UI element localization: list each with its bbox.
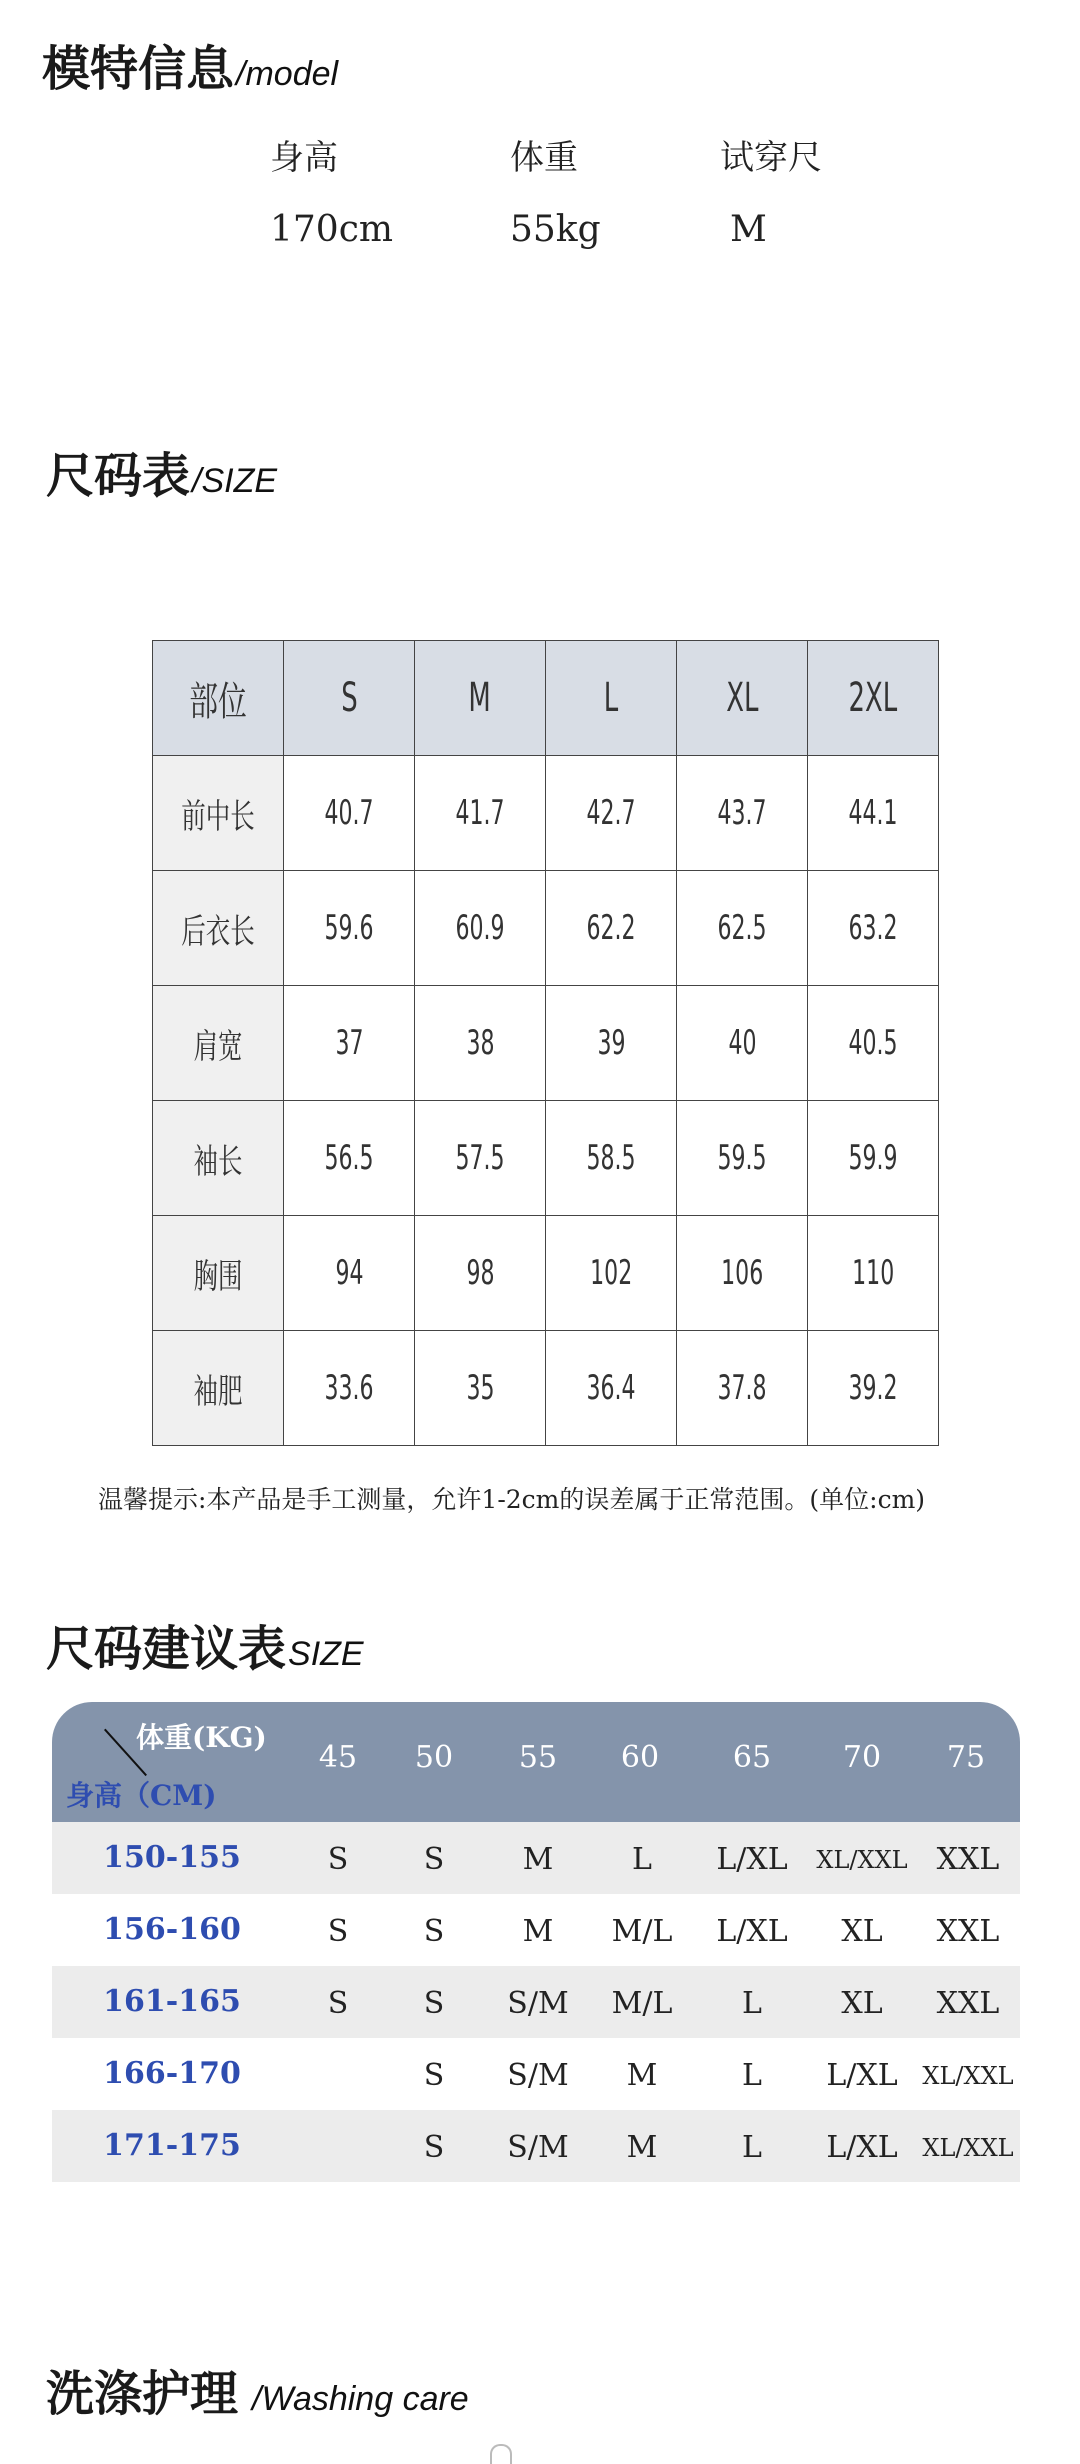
- table-cell: 37.8: [677, 1331, 808, 1446]
- table-row: [153, 756, 939, 871]
- weight-col: 65: [732, 1740, 772, 1775]
- table-cell: 37: [284, 986, 415, 1101]
- size-heading-zh: 尺码表: [46, 448, 191, 504]
- model-label-size: 试穿尺: [720, 138, 822, 178]
- size-table: [152, 640, 939, 1446]
- suggestion-row: [52, 1822, 1020, 1894]
- height-axis-label: 身高（CM): [66, 1779, 217, 1812]
- size-cell: XXL: [936, 1842, 1000, 1877]
- size-cell: XL/XXL: [922, 2062, 1014, 2090]
- suggestion-row: [52, 1966, 1020, 2038]
- wash-heading-en: /Washing care: [252, 2380, 469, 2418]
- size-cell: S/M: [507, 1986, 569, 2021]
- row-label: 袖长: [153, 1101, 284, 1216]
- table-cell: 110: [808, 1216, 939, 1331]
- table-row: [153, 986, 939, 1101]
- size-cell: M: [626, 2130, 658, 2165]
- height-range: 150-155: [103, 1840, 241, 1875]
- size-cell: M: [626, 2058, 658, 2093]
- size-cell: S/M: [507, 2130, 569, 2165]
- size-suggestion-table: [52, 1702, 1020, 2182]
- size-cell: S: [423, 2058, 445, 2093]
- table-cell: 40.5: [808, 986, 939, 1101]
- weight-col: 75: [946, 1740, 986, 1775]
- row-label: 肩宽: [153, 986, 284, 1101]
- row-label: 袖肥: [153, 1331, 284, 1446]
- size-cell: M: [522, 1842, 554, 1877]
- table-cell: 43.7: [677, 756, 808, 871]
- header-cell: XL: [677, 641, 808, 756]
- size-cell: S: [327, 1914, 349, 1949]
- size-cell: S: [327, 1842, 349, 1877]
- table-cell: 106: [677, 1216, 808, 1331]
- size-cell: M/L: [611, 1986, 673, 2021]
- weight-col: 45: [318, 1740, 358, 1775]
- table-cell: 62.5: [677, 871, 808, 986]
- size-cell: L/XL: [716, 1914, 788, 1949]
- size-cell: M: [522, 1914, 554, 1949]
- table-cell: 62.2: [546, 871, 677, 986]
- table-cell: 44.1: [808, 756, 939, 871]
- header-cell: S: [284, 641, 415, 756]
- header-cell: 部位: [153, 641, 284, 756]
- table-cell: 94: [284, 1216, 415, 1331]
- table-row: [153, 1101, 939, 1216]
- table-cell: 41.7: [415, 756, 546, 871]
- table-cell: 36.4: [546, 1331, 677, 1446]
- model-label-height: 身高: [270, 138, 338, 178]
- table-cell: 58.5: [546, 1101, 677, 1216]
- model-label-weight: 体重: [510, 138, 578, 178]
- size-cell: S: [423, 2130, 445, 2165]
- suggestion-header: [52, 1702, 1020, 1822]
- header-cell: L: [546, 641, 677, 756]
- model-value-height: 170cm: [270, 209, 394, 250]
- table-cell: 57.5: [415, 1101, 546, 1216]
- size-cell: XL/XXL: [922, 2134, 1014, 2162]
- size-cell: XXL: [936, 1914, 1000, 1949]
- table-cell: 42.7: [546, 756, 677, 871]
- model-value-size: M: [730, 209, 767, 250]
- height-range: 156-160: [103, 1912, 241, 1947]
- size-cell: L: [632, 1842, 652, 1877]
- weight-col: 50: [414, 1740, 454, 1775]
- suggestion-row: [52, 2038, 1020, 2110]
- table-cell: 33.6: [284, 1331, 415, 1446]
- size-cell: L: [742, 2130, 762, 2165]
- table-row: [153, 871, 939, 986]
- size-cell: S: [327, 1986, 349, 2021]
- table-cell: 39.2: [808, 1331, 939, 1446]
- table-row: [153, 1331, 939, 1446]
- size-cell: XL/XXL: [816, 1846, 908, 1874]
- size-heading-en: /SIZE: [192, 462, 278, 500]
- size-cell: L: [742, 2058, 762, 2093]
- size-cell: M/L: [611, 1914, 673, 1949]
- suggest-heading-en: SIZE: [288, 1635, 364, 1673]
- suggest-heading-zh: 尺码建议表: [46, 1621, 287, 1677]
- table-cell: 40: [677, 986, 808, 1101]
- header-cell: M: [415, 641, 546, 756]
- size-cell: S/M: [507, 2058, 569, 2093]
- weight-axis-label: 体重(KG): [136, 1721, 267, 1754]
- size-cell: L: [742, 1986, 762, 2021]
- size-cell: XXL: [936, 1986, 1000, 2021]
- header-cell: 2XL: [808, 641, 939, 756]
- table-cell: 35: [415, 1331, 546, 1446]
- table-cell: 59.9: [808, 1101, 939, 1216]
- weight-col: 70: [842, 1740, 882, 1775]
- size-cell: S: [423, 1986, 445, 2021]
- size-table-header: [153, 641, 939, 756]
- suggest-heading: [46, 1610, 364, 1679]
- height-range: 161-165: [103, 1984, 241, 2019]
- model-info: [270, 130, 830, 250]
- table-cell: 39: [546, 986, 677, 1101]
- suggestion-row: [52, 1894, 1020, 1966]
- wash-heading: [46, 2355, 469, 2424]
- model-heading-zh: 模特信息: [42, 41, 235, 97]
- model-heading-en: /model: [236, 55, 339, 93]
- height-range: 171-175: [103, 2128, 241, 2163]
- weight-col: 60: [620, 1740, 660, 1775]
- height-range: 166-170: [103, 2056, 241, 2091]
- table-cell: 40.7: [284, 756, 415, 871]
- table-cell: 98: [415, 1216, 546, 1331]
- size-cell: S: [423, 1842, 445, 1877]
- weight-col: 55: [518, 1740, 558, 1775]
- size-heading: [46, 437, 277, 506]
- table-cell: 56.5: [284, 1101, 415, 1216]
- row-label: 后衣长: [153, 871, 284, 986]
- size-cell: XL: [841, 1914, 883, 1949]
- size-cell: L/XL: [826, 2130, 898, 2165]
- size-cell: XL: [841, 1986, 883, 2021]
- wash-heading-zh: 洗涤护理: [46, 2366, 239, 2422]
- model-heading: [42, 30, 338, 99]
- model-value-weight: 55kg: [510, 209, 601, 250]
- table-cell: 59.5: [677, 1101, 808, 1216]
- table-cell: 59.6: [284, 871, 415, 986]
- size-cell: L/XL: [826, 2058, 898, 2093]
- table-cell: 102: [546, 1216, 677, 1331]
- size-cell: L/XL: [716, 1842, 788, 1877]
- suggestion-row: [52, 2110, 1020, 2182]
- table-cell: 63.2: [808, 871, 939, 986]
- table-cell: 60.9: [415, 871, 546, 986]
- care-icon-partial: [490, 2444, 512, 2464]
- size-cell: S: [423, 1914, 445, 1949]
- table-cell: 38: [415, 986, 546, 1101]
- row-label: 胸围: [153, 1216, 284, 1331]
- table-row: [153, 1216, 939, 1331]
- measurement-note: 温馨提示:本产品是手工测量，允许1-2cm的误差属于正常范围。(单位:cm): [98, 1485, 926, 1514]
- row-label: 前中长: [153, 756, 284, 871]
